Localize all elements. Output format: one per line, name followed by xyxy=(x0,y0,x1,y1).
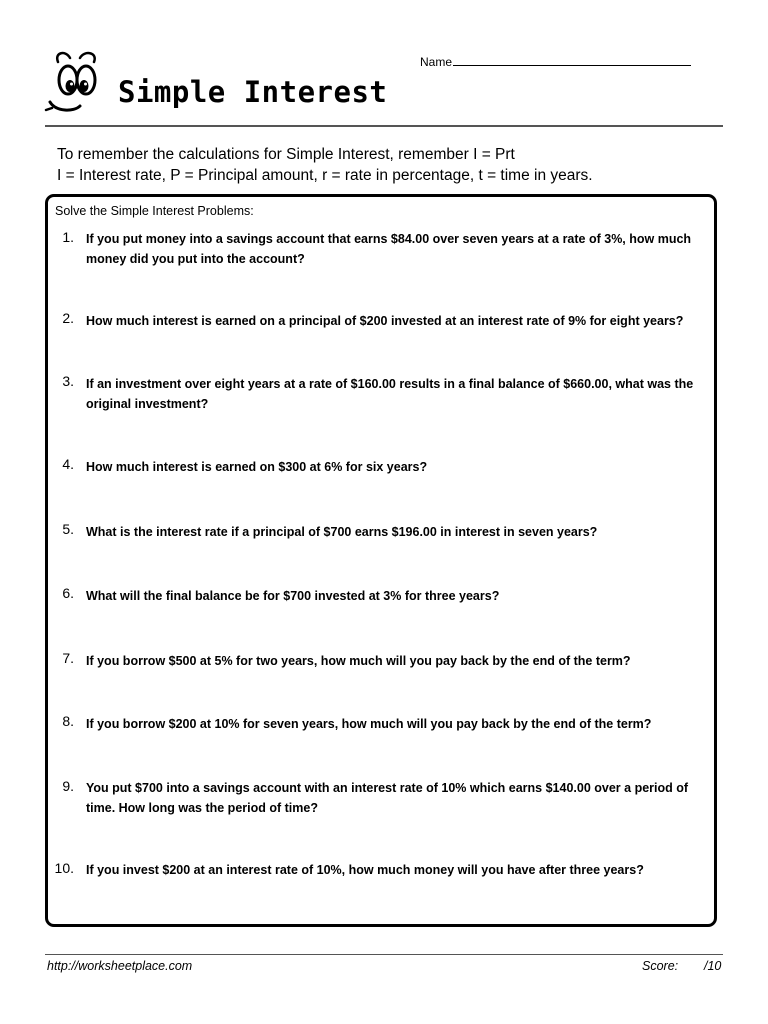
problem-text: How much interest is earned on $300 at 6% for six years? xyxy=(86,460,428,474)
cartoon-eyes-face-icon xyxy=(44,48,110,116)
problem-number: 3. xyxy=(62,373,74,389)
problem-number: 7. xyxy=(62,650,74,666)
problem-number: 5. xyxy=(62,521,74,537)
footer-website-link[interactable]: http://worksheetplace.com xyxy=(47,959,193,973)
problem-number: 8. xyxy=(62,713,74,729)
problem-number: 4. xyxy=(62,456,74,472)
problem-text: You put $700 into a savings account with an interest rate of 10% which earns $140.00 over a period of time. How long was the period of time? xyxy=(86,781,689,815)
intro-line-2: I = Interest rate, P = Principal amount, r = rate in percentage, t = time in years. xyxy=(57,167,593,184)
footer-divider xyxy=(45,954,723,955)
problem-text: If you invest $200 at an interest rate of 10%, how much money will you have after three years? xyxy=(86,863,644,877)
score-label: Score: xyxy=(642,959,679,973)
problem-number: 2. xyxy=(62,310,74,326)
problem-number: 9. xyxy=(62,778,74,794)
problem-number: 6. xyxy=(62,585,74,601)
name-field[interactable] xyxy=(420,53,691,69)
problem-text: If an investment over eight years at a rate of $160.00 results in a final balance of $660.00, what was the original investment? xyxy=(86,377,694,411)
name-label: Name xyxy=(420,55,453,69)
name-blank-line[interactable] xyxy=(453,53,691,66)
problem-text: What is the interest rate if a principal of $700 earns $196.00 in interest in seven years? xyxy=(86,525,598,539)
problem-text: How much interest is earned on a principal of $200 invested at an interest rate of 9% for eight years? xyxy=(86,314,684,328)
intro-line-1: To remember the calculations for Simple Interest, remember I = Prt xyxy=(57,146,515,163)
score-total: /10 xyxy=(704,959,722,973)
problem-number: 10. xyxy=(54,860,74,876)
header-divider xyxy=(45,125,723,127)
problems-heading: Solve the Simple Interest Problems: xyxy=(55,204,254,218)
problem-text: If you borrow $200 at 10% for seven years, how much will you pay back by the end of the term? xyxy=(86,717,652,731)
problem-text: What will the final balance be for $700 invested at 3% for three years? xyxy=(86,589,500,603)
intro-text xyxy=(57,144,593,186)
page-title: Simple Interest xyxy=(118,75,388,109)
problem-number: 1. xyxy=(62,229,74,245)
problem-text: If you borrow $500 at 5% for two years, how much will you pay back by the end of the term? xyxy=(86,654,631,668)
problem-text: If you put money into a savings account that earns $84.00 over seven years at a rate of 3%, how much money did you put into the account? xyxy=(86,232,692,266)
